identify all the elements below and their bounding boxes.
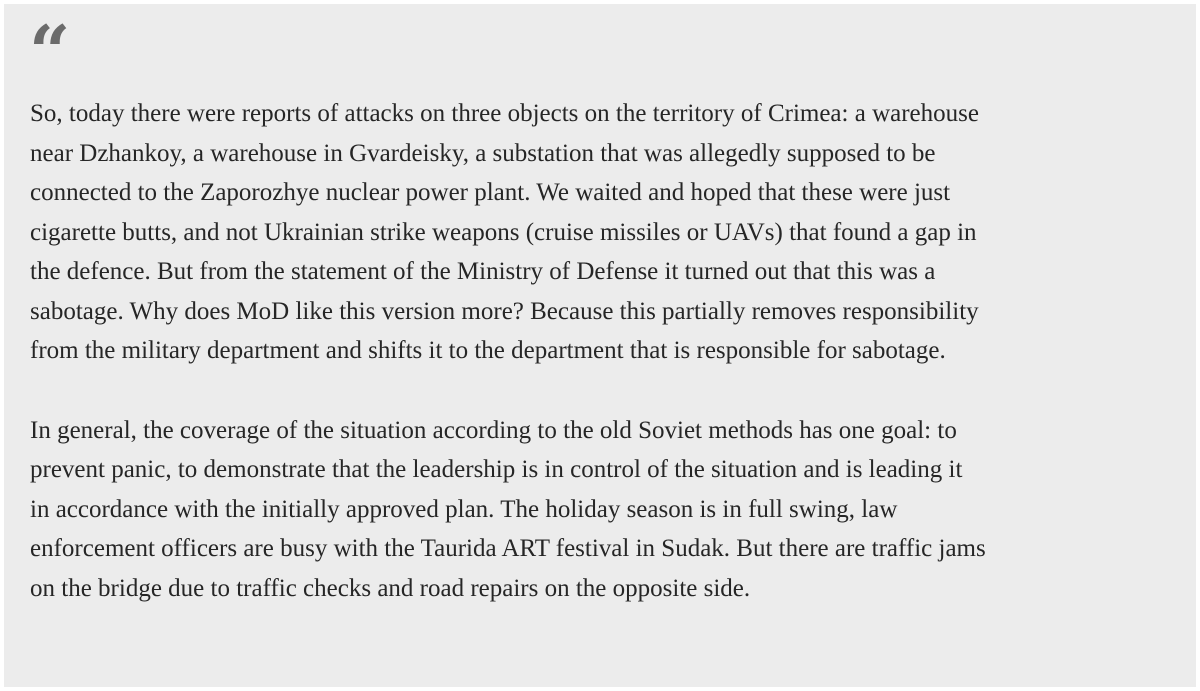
text-line: So, today there were reports of attacks on three objects on the territory of Crimea: a warehouse: [30, 100, 979, 127]
text-line: on the bridge due to traffic checks and road repairs on the opposite side.: [30, 574, 751, 602]
text-line: cigarette butts, and not Ukrainian strike weapons (cruise missiles or UAVs) that found a gap in: [30, 218, 977, 246]
text-line: near Dzhankoy, a warehouse in Gvardeisky, a substation that was allegedly supposed to be: [30, 139, 936, 167]
text-line: connected to the Zaporozhye nuclear power plant. We waited and hoped that these were just: [30, 179, 951, 206]
text-line: sabotage. Why does MoD like this version more? Because this partially removes responsibility: [30, 297, 979, 325]
text-line: in accordance with the initially approved plan. The holiday season is in full swing, law: [30, 495, 898, 523]
text-line: enforcement officers are busy with the Taurida ART festival in Sudak. But there are traffic jams: [30, 535, 986, 562]
text-line: from the military department and shifts it to the department that is responsible for sabotage.: [30, 337, 946, 364]
paragraph-spacer: [30, 371, 1190, 411]
text-line: In general, the coverage of the situation according to the old Soviet methods has one goal: to: [30, 416, 957, 444]
quote-paragraph-1: [30, 94, 1190, 371]
blockquote-card: [4, 4, 1196, 687]
text-line: the defence. But from the statement of the Ministry of Defense it turned out that this was a: [30, 258, 936, 285]
quote-paragraph-2: [30, 411, 1190, 609]
quote-body: [30, 94, 1190, 608]
quotation-mark-icon: “: [29, 9, 71, 94]
text-line: prevent panic, to demonstrate that the leadership is in control of the situation and is leading it: [30, 456, 963, 483]
